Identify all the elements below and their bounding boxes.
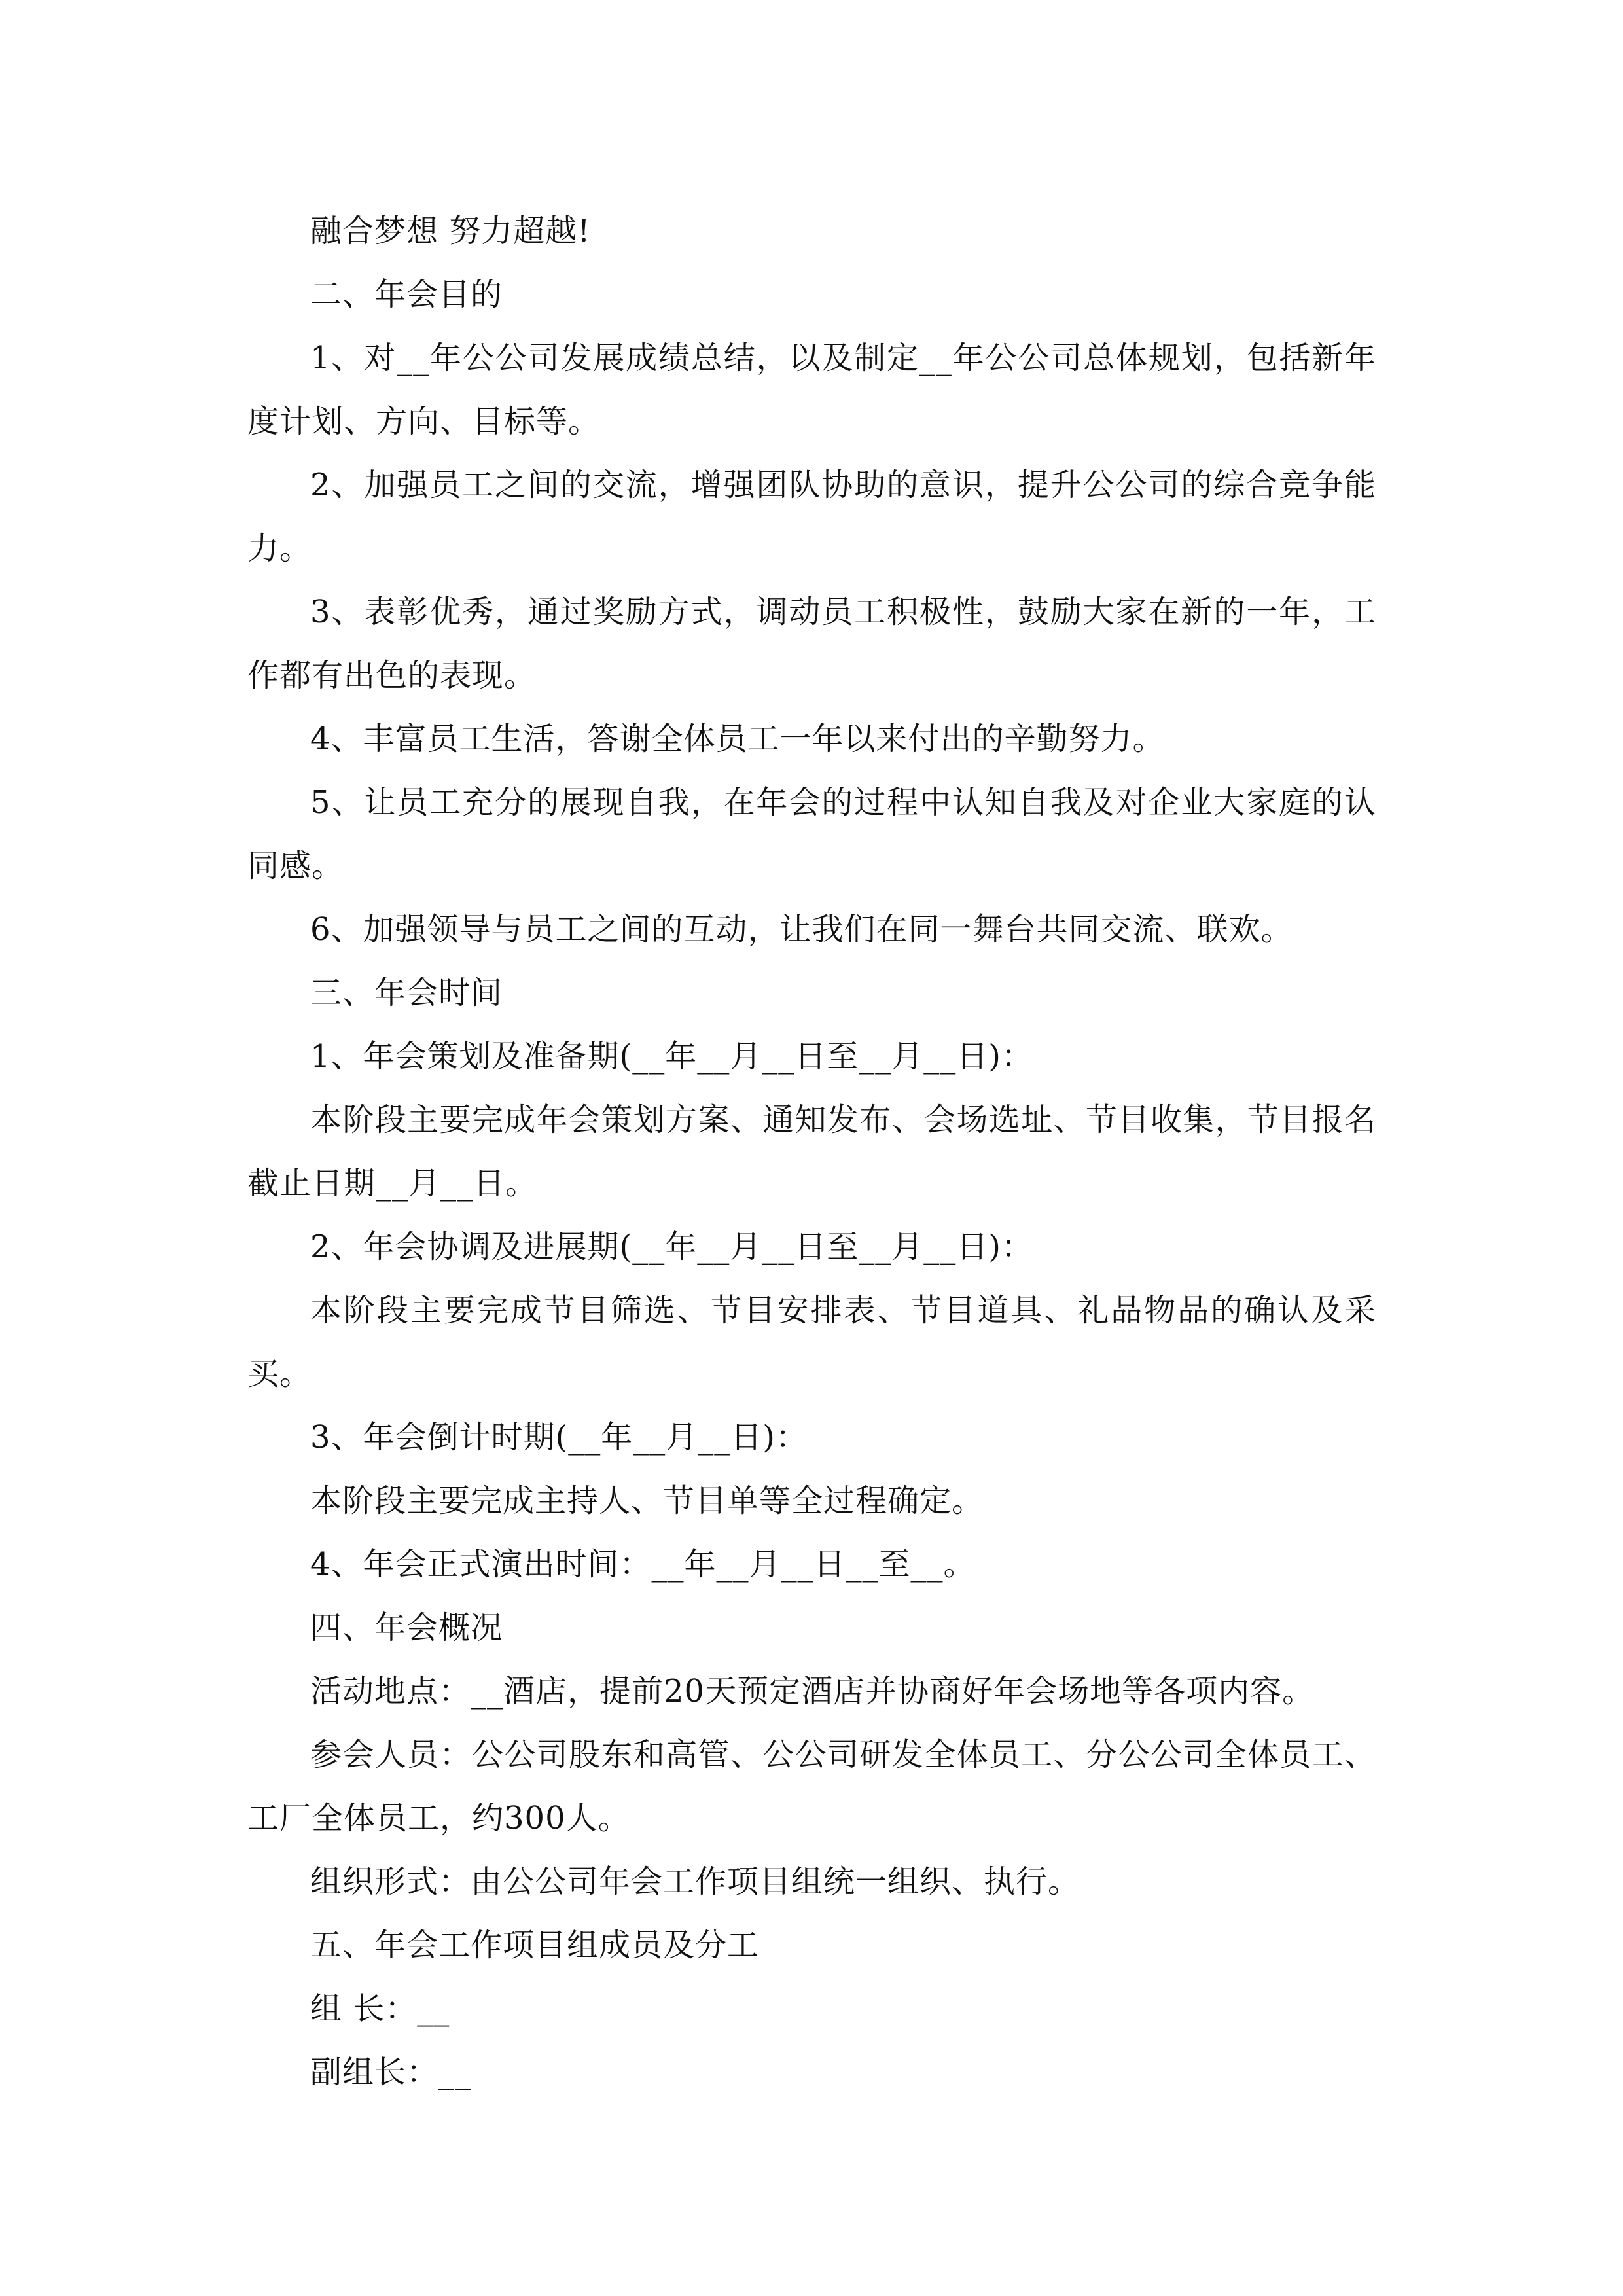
slogan-line: 融合梦想 努力超越! — [310, 213, 591, 249]
time-phase-2: 2、年会协调及进展期(__年__月__日至__月__日)： — [310, 1229, 1033, 1265]
purpose-item-2: 2、加强员工之间的交流，增强团队协助的意识，提升公公司的综合竞争能力。 — [247, 467, 1376, 567]
time-phase-4: 4、年会正式演出时间：__年__月__日__至__。 — [310, 1546, 976, 1583]
time-phase-3-desc: 本阶段主要完成主持人、节目单等全过程确定。 — [310, 1482, 984, 1519]
purpose-item-4: 4、丰富员工生活，答谢全体员工一年以来付出的辛勤努力。 — [310, 721, 1165, 757]
team-deputy-leader: 副组长：__ — [310, 2054, 472, 2090]
time-phase-1-desc: 本阶段主要完成年会策划方案、通知发布、会场选址、节目收集，节目报名截止日期__月__日。 — [247, 1102, 1376, 1202]
time-phase-3: 3、年会倒计时期(__年__月__日)： — [310, 1419, 808, 1456]
document-body — [247, 200, 1376, 2104]
time-phase-1: 1、年会策划及准备期(__年__月__日至__月__日)： — [310, 1038, 1033, 1075]
overview-location: 活动地点：__酒店，提前20天预定酒店并协商好年会场地等各项内容。 — [310, 1673, 1315, 1710]
section-heading-time: 三、年会时间 — [310, 975, 503, 1011]
team-leader: 组 长：__ — [310, 1990, 450, 2027]
time-phase-2-desc: 本阶段主要完成节目筛选、节目安排表、节目道具、礼品物品的确认及采买。 — [247, 1292, 1376, 1392]
purpose-item-3: 3、表彰优秀，通过奖励方式，调动员工积极性，鼓励大家在新的一年，工作都有出色的表现。 — [247, 594, 1376, 694]
section-heading-purpose: 二、年会目的 — [310, 276, 503, 313]
overview-organization: 组织形式：由公公司年会工作项目组统一组织、执行。 — [310, 1863, 1080, 1900]
purpose-item-1: 1、对__年公公司发展成绩总结，以及制定__年公公司总体规划，包括新年度计划、方向、目标等。 — [247, 340, 1376, 440]
overview-attendees: 参会人员：公公司股东和高管、公公司研发全体员工、分公公司全体员工、工厂全体员工，约300人。 — [247, 1736, 1376, 1837]
section-heading-overview: 四、年会概况 — [310, 1609, 503, 1646]
purpose-item-5: 5、让员工充分的展现自我，在年会的过程中认知自我及对企业大家庭的认同感。 — [247, 784, 1376, 884]
purpose-item-6: 6、加强领导与员工之间的互动，让我们在同一舞台共同交流、联欢。 — [310, 911, 1293, 948]
section-heading-team: 五、年会工作项目组成员及分工 — [310, 1927, 760, 1964]
